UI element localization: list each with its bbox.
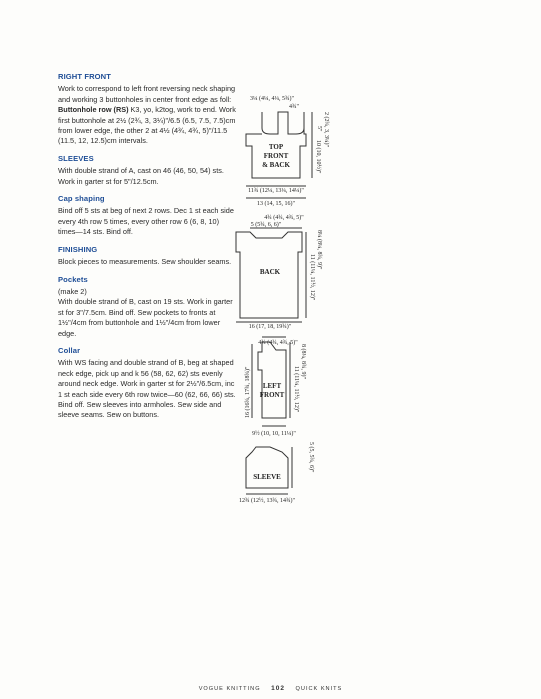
label-top: TOP (268, 143, 284, 151)
page-footer (0, 685, 541, 692)
paragraph-collar: With WS facing and double strand of B, beg at shaped neck edge, pick up and k 56 (58, 62, 62) sts evenly around neck edge. Work in garter st for 2½"/6.5cm, inc 1 st each side every 6th row twice—60 (62, 66, 66) sts. Bind off. Sew sleeves into armholes. Sew side and sleeve seams. Sew on buttons. (58, 358, 236, 420)
dim-lf-right1: 8 (8¼, 8¾, 9)" (300, 344, 306, 379)
paragraph-sleeves: With double strand of A, cast on 46 (46, 50, 54) sts. Work in garter st for 5"/12.5cm. (58, 166, 224, 186)
right-front-text-1: Work to correspond to left front reversing neck shaping and working 3 buttonholes in center front edge as foll: (58, 84, 236, 104)
heading-sleeves: SLEEVES (58, 153, 94, 163)
paragraph-pockets: (make 2) With double strand of B, cast on 19 sts. Work in garter st for 3"/7.5cm. Bind off. Sew pockets to fronts at 1½"/4cm from buttonhole and 1½"/4cm from lower edge. (58, 286, 233, 338)
dim-back-side2: 11 (11¼, 11½, 12)" (309, 254, 315, 301)
dim-top-bottom1: 11¾ (12¼, 13¼, 14¼)" (248, 188, 304, 194)
page-number: 102 (271, 685, 285, 692)
buttonhole-row-label: Buttonhole row (RS) (58, 105, 129, 115)
dim-top-side3: 10 (10, 10½)" (315, 140, 321, 174)
dim-lf-bottom: 9½ (10, 10, 11¼)" (252, 431, 296, 437)
footer-magazine: VOGUE KNITTING (198, 686, 261, 692)
dim-top-neck: 4¾" (289, 104, 299, 110)
label-left: LEFT (262, 382, 282, 390)
dim-top-top: 3¼ (4¼, 4¼, 5¾)" (250, 96, 294, 102)
dim-top-side2: 2 (2¾, 3, 3¼)" (323, 112, 329, 147)
label-sleeve: SLEEVE (253, 473, 281, 481)
dim-lf-top: 4¾ (4¾, 4¾, 5)" (258, 340, 298, 346)
dim-back-side1: 8¼ (8¼, 8¾, 9)" (316, 230, 322, 270)
dim-back-top2: 5 (5¾, 6, 6)" (250, 222, 282, 228)
heading-right-front: RIGHT FRONT (58, 72, 111, 81)
dim-lf-left: 16 (16¾, 17¾, 18¾)" (245, 366, 251, 418)
dim-sleeve-side: 5 (5, 5¾, 6)" (308, 442, 314, 473)
label-and-back: & BACK (262, 161, 290, 169)
schematic-left-front (258, 342, 286, 418)
footer-section: QUICK KNITS (295, 686, 343, 692)
paragraph-finishing: Block pieces to measurements. Sew shoulder seams. (58, 257, 232, 267)
label-back: BACK (259, 268, 281, 276)
dim-back-bottom: 16 (17, 18, 19¾)" (248, 324, 292, 330)
heading-cap-shaping: Cap shaping (58, 194, 105, 204)
label-front: FRONT (263, 152, 289, 160)
heading-collar: Collar (58, 345, 81, 355)
schematic-sleeve (246, 447, 288, 488)
dim-back-top1: 4¾ (4¾, 4¾, 5)" (264, 215, 304, 221)
dim-top-side1: 5" (316, 126, 322, 132)
label-left-front: FRONT (259, 391, 285, 399)
paragraph-cap-shaping: Bind off 5 sts at beg of next 2 rows. Dec 1 st each side every 4th row 5 times, every other row 6 (6, 8, 10) times—14 sts. Bind off. (58, 206, 234, 237)
dim-top-bottom2: 13 (14, 15, 16)" (257, 201, 295, 207)
right-front-text-2: K3, yo, k2tog, work to end. Work first buttonhole at 2½ (2¾, 3, 3¼)"/6.5 (6.5, 7.5, 7.5)cm from lower edge, the other 2 at 4½ (4¾, 4¾, 5)"/11.5 (11.5, 12, 12.5)cm intervals. (58, 105, 236, 146)
dim-lf-right2: 11 (11¼, 11½, 12)" (293, 366, 299, 413)
dim-sleeve-bottom: 12¾ (12½, 13¾, 14¾)" (239, 498, 295, 504)
heading-pockets: Pockets (58, 274, 88, 284)
heading-finishing: FINISHING (58, 244, 98, 254)
